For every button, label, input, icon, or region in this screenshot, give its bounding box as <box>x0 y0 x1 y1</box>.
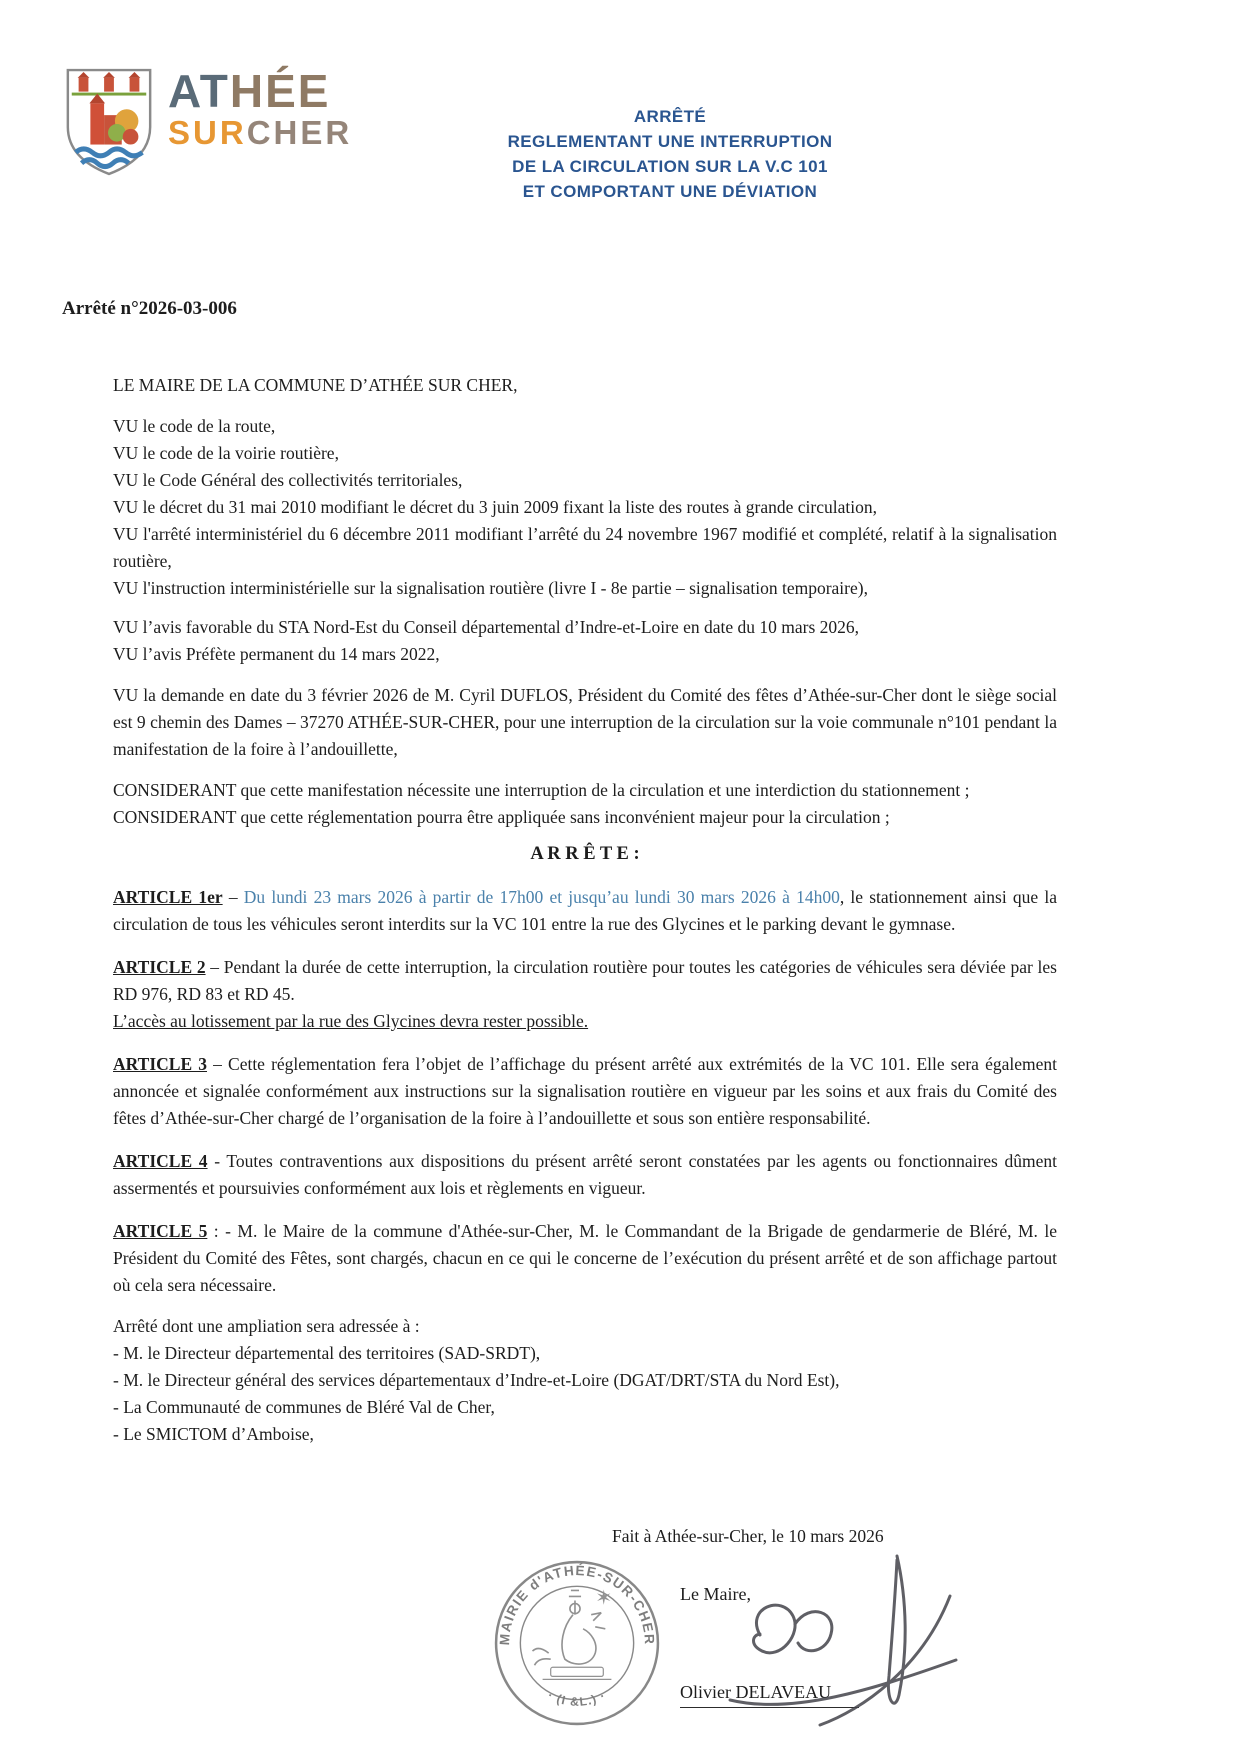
closing-place-date: Fait à Athée-sur-Cher, le 10 mars 2026 <box>612 1526 884 1546</box>
title-line-2: REGLEMENTANT UNE INTERRUPTION <box>507 132 833 151</box>
title-line-4: ET COMPORTANT UNE DÉVIATION <box>522 182 818 201</box>
municipal-stamp-icon <box>490 1556 664 1730</box>
doc-number: Arrêté n°2026-03-006 <box>62 298 237 319</box>
commune-shield-icon <box>60 64 158 180</box>
logo-word-surcher: SURCHER <box>168 114 353 151</box>
ampliation-block <box>113 1313 1057 1448</box>
signer-name: Olivier DELAVEAU <box>680 1682 859 1708</box>
ampliation-item: - La Communauté de communes de Bléré Val de Cher, <box>113 1397 495 1417</box>
arrete-title <box>400 104 940 204</box>
considerant-paragraph-2: CONSIDERANT que cette réglementation pourra être appliquée sans inconvénient majeur pour la circulation ; <box>113 807 890 827</box>
article-3-text: – Cette réglementation fera l’objet de l’affichage du présent arrêté aux extrémités de la VC 101. Elle sera également annoncée et signalée conformément aux instructions sur la signalisation routière en vigueur par les soins et aux frais du Comité des fêtes d’Athée-sur-Cher chargé de l’organisation de la foire à l’andouillette et sous son entière responsabilité. <box>113 1054 1057 1128</box>
logo-wordmark <box>168 64 352 149</box>
article-1-highlight: Du lundi 23 mars 2026 à partir de 17h00 et jusqu’au lundi 30 mars 2026 à 14h00 <box>243 887 840 907</box>
article-5-separator: : <box>207 1221 226 1241</box>
article-1-separator: – <box>222 887 244 907</box>
svg-text:· (I &L.) · <box>546 1688 609 1709</box>
article-5 <box>113 1218 1057 1299</box>
vu-line: VU l'arrêté interministériel du 6 décembre 2011 modifiant l’arrêté du 24 novembre 1967 modifié et complété, relatif à la signalisation routière, <box>113 524 1057 571</box>
logo-word-athee: ATHÉE <box>168 65 331 117</box>
article-5-label: ARTICLE 5 <box>113 1221 208 1241</box>
article-3-label: ARTICLE 3 <box>113 1054 208 1074</box>
article-2-underlined-line: L’accès au lotissement par la rue des Glycines devra rester possible. <box>113 1011 589 1031</box>
article-4-text: - Toutes contraventions aux dispositions du présent arrêté seront constatées par les agents ou fonctionnaires dûment assermentés et poursuivies conformément aux lois et règlements en vigueur. <box>113 1151 1057 1198</box>
closing-role: Le Maire, <box>680 1584 751 1604</box>
article-1-label: ARTICLE 1er <box>113 887 223 907</box>
ampliation-item: - M. le Directeur général des services départementaux d’Indre-et-Loire (DGAT/DRT/STA du Nord Est), <box>113 1370 840 1390</box>
svg-text:✶: ✶ <box>595 1585 613 1610</box>
arrete-heading: A R R Ê T E : <box>530 844 640 864</box>
vu-demande-paragraph: VU la demande en date du 3 février 2026 de M. Cyril DUFLOS, Président du Comité des fêtes d’Athée-sur-Cher dont le siège social est 9 chemin des Dames – 37270 ATHÉE-SUR-CHER, pour une interruption de la circulation sur la voie communale n°101 pendant la manifestation de la foire à l’andouillette, <box>113 685 1057 759</box>
vu-block-2 <box>113 614 1057 668</box>
document-body <box>113 372 1057 1448</box>
ampliation-intro: Arrêté dont une ampliation sera adressée à : <box>113 1316 420 1336</box>
signature-icon <box>700 1538 990 1743</box>
article-1-text: , le stationnement ainsi que la circulation de tous les véhicules seront interdits sur la VC 101 entre la rue des Glycines et le parking devant le gymnase. <box>113 887 1057 934</box>
vu-line: VU le code de la route, <box>113 416 276 436</box>
article-2-label: ARTICLE 2 <box>113 957 206 977</box>
ampliation-item: - M. le Directeur départemental des territoires (SAD-SRDT), <box>113 1343 541 1363</box>
stamp-star-icon <box>595 1586 612 1610</box>
vu-line: VU l'instruction interministérielle sur la signalisation routière (livre I - 8e partie – signalisation temporaire), <box>113 578 868 598</box>
vu-line: VU le décret du 31 mai 2010 modifiant le décret du 3 juin 2009 fixant la liste des routes à grande circulation, <box>113 497 877 517</box>
article-5-text: - M. le Maire de la commune d'Athée-sur-Cher, M. le Commandant de la Brigade de gendarmerie de Bléré, M. le Président du Comité des Fêtes, sont chargés, chacun en ce qui le concerne de l’exécution du présent arrêté et de son affichage partout où cela sera nécessaire. <box>113 1221 1057 1295</box>
ampliation-item: - Le SMICTOM d’Amboise, <box>113 1424 314 1444</box>
article-4 <box>113 1148 1057 1202</box>
article-4-label: ARTICLE 4 <box>113 1151 208 1171</box>
vu-line: VU le code de la voirie routière, <box>113 443 339 463</box>
vu-line: VU l’avis favorable du STA Nord-Est du Conseil départemental d’Indre-et-Loire en date du 10 mars 2026, <box>113 617 860 637</box>
title-line-1: ARRÊTÉ <box>633 107 707 126</box>
article-1 <box>113 884 1057 938</box>
vu-line: VU le Code Général des collectivités territoriales, <box>113 470 463 490</box>
vu-line: VU l’avis Préfète permanent du 14 mars 2022, <box>113 644 440 664</box>
title-line-3: DE LA CIRCULATION SUR LA V.C 101 <box>512 157 828 176</box>
considerant-paragraph-1: CONSIDERANT que cette manifestation nécessite une interruption de la circulation et une interdiction du stationnement ; <box>113 780 970 800</box>
article-2 <box>113 954 1057 1035</box>
article-3 <box>113 1051 1057 1132</box>
commune-logo <box>60 64 352 180</box>
article-2-text: – Pendant la durée de cette interruption, la circulation routière pour toutes les catégories de véhicules sera déviée par les RD 976, RD 83 et RD 45. <box>113 957 1057 1004</box>
opening-line: LE MAIRE DE LA COMMUNE D’ATHÉE SUR CHER, <box>113 375 518 395</box>
stamp-bottom-text: · (I &L.) · <box>545 1688 609 1709</box>
vu-block-1 <box>113 413 1057 602</box>
stamp-arc-text: MAIRIE d'ATHÉE-SUR-CHER <box>496 1563 657 1646</box>
